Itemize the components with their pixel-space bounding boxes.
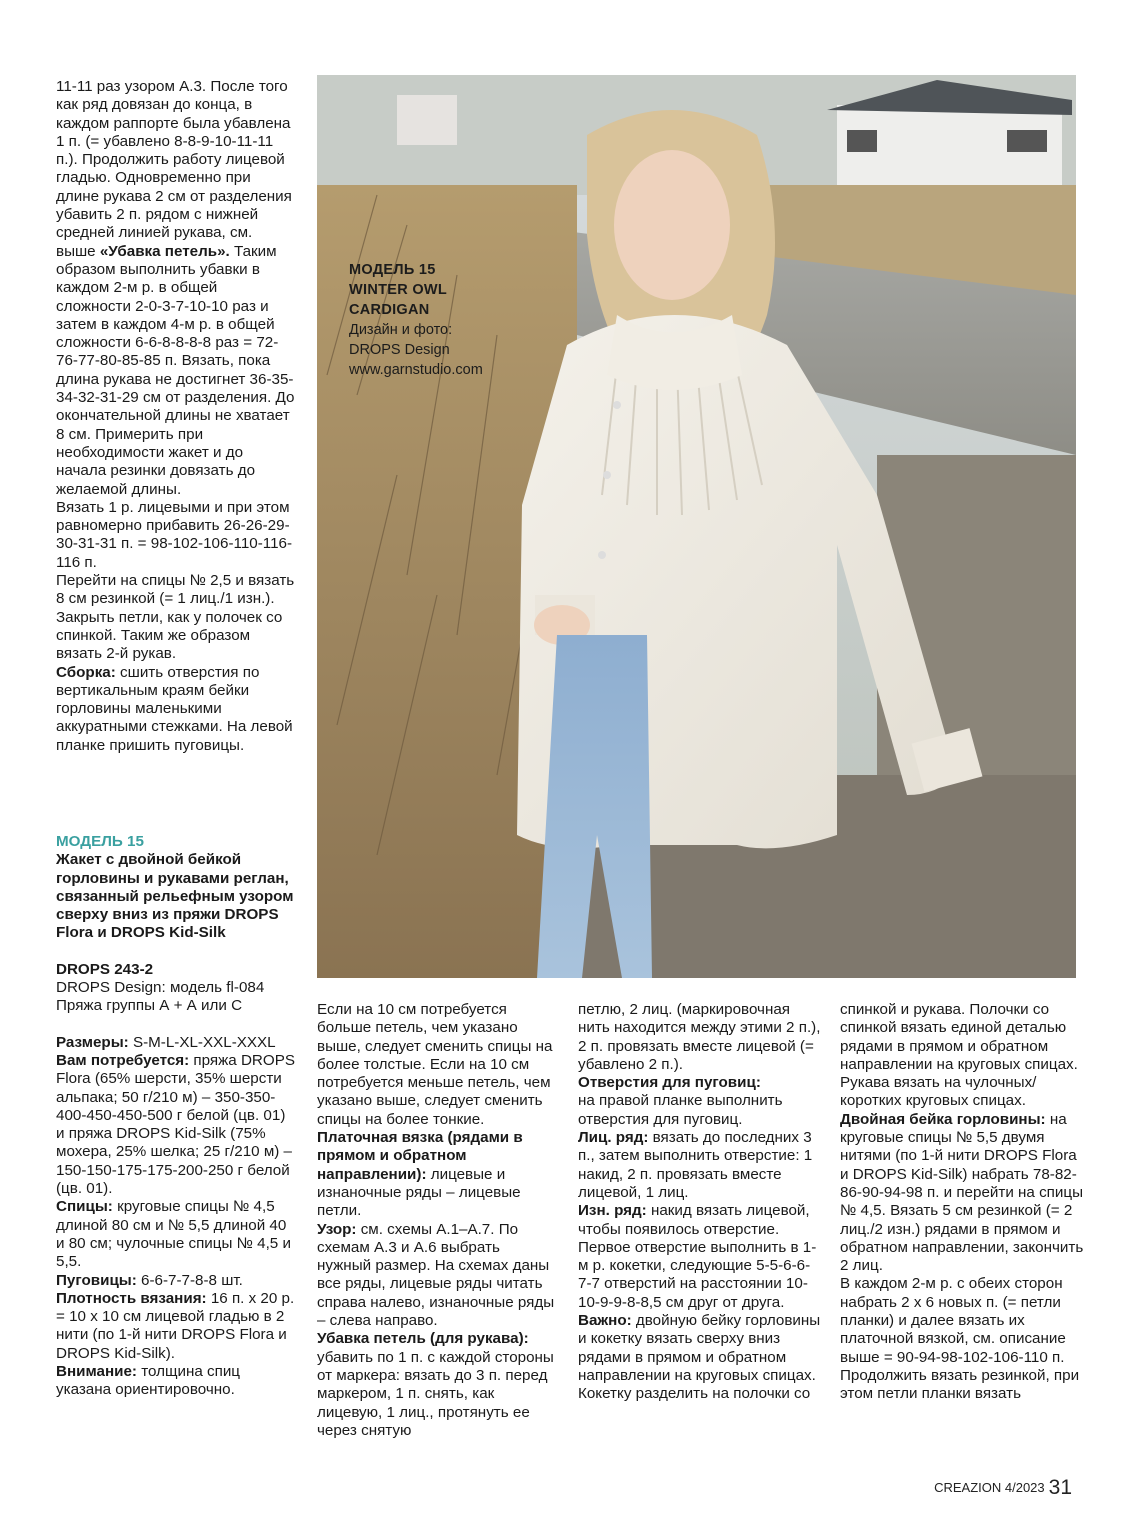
page-footer <box>934 1476 1072 1500</box>
left-column-text <box>56 78 296 755</box>
paragraph <box>578 1092 823 1129</box>
paragraph-text: 16 п. х 20 р. = 10 х 10 см лицевой гладью в 2 нити (по 1-й нити DROPS Flora и DROPS Kid-Silk). <box>56 1289 295 1362</box>
paragraph <box>56 1052 296 1198</box>
paragraph <box>840 1111 1085 1276</box>
paragraph-label: Размеры: <box>56 1033 133 1051</box>
paragraph <box>578 1202 823 1239</box>
photo-caption: МОДЕЛЬ 15 WINTER OWL CARDIGAN Дизайн и фото: DROPS Design www.garnstudio.com <box>349 262 483 378</box>
paragraph <box>56 1363 296 1400</box>
spec-list <box>56 1034 296 1400</box>
paragraph-text: спинкой и рукава. Полочки со спинкой вязать единой деталью рядами в прямом и обратном направлении на круговых спицах. Рукава вязать на чулочных/коротких круговых спицах. <box>840 1001 1078 1110</box>
model-photo <box>317 75 1076 978</box>
emphasis: «Убавка петель». <box>99 242 230 260</box>
paragraph-label: Платочная вязка (рядами в прямом и обратном направлении): <box>317 1129 523 1183</box>
paragraph-label: Лиц. ряд: <box>578 1129 653 1147</box>
paragraph <box>578 1312 823 1403</box>
model-label: МОДЕЛЬ 15 <box>56 833 144 850</box>
paragraph-text: петлю, 2 лиц. (маркировочная нить находится между этими 2 п.), 2 п. провязать вместе лицевой (= убавлено 2 п.). <box>578 1001 821 1073</box>
paragraph-text: двойную бейку горловины и кокетку вязать сверху вниз рядами в прямом и обратном направлении на круговых спицах. Кокетку разделить на полочки со <box>578 1312 821 1403</box>
paragraph <box>317 1221 557 1331</box>
paragraph-text: лицевые и изнаночные ряды – лицевые петли. <box>317 1165 521 1220</box>
pattern-code: DROPS 243-2 <box>56 960 154 978</box>
paragraph <box>840 1367 1085 1404</box>
paragraph-label: Изн. ряд: <box>578 1202 651 1220</box>
paragraph <box>578 1001 823 1074</box>
paragraph-text: Первое отверстие выполнить в 1-м р. кокетки, следующие 5-5-6-6-7-7 отверстий на расстоянии 10-10-9-9-8-8,5 см друг от друга. <box>578 1238 817 1311</box>
magazine-issue: CREAZION 4/2023 <box>934 1480 1045 1495</box>
paragraph-label: Пуговицы: <box>56 1271 142 1289</box>
paragraph-label: Спицы: <box>56 1198 118 1216</box>
paragraph: Перейти на спицы № 2,5 и вязать 8 см резинкой (= 1 лиц./1 изн.). Закрыть петли, как у полочек со спинкой. Таким же образом вязать 2-й рукав. <box>56 572 295 663</box>
paragraph <box>578 1074 823 1092</box>
paragraph-text: круговые спицы № 4,5 длиной 80 см и № 5,5 длиной 40 и 80 см; чулочные спицы № 4,5 и 5,5. <box>56 1198 291 1271</box>
paragraph-label: Важно: <box>578 1312 636 1330</box>
paragraph <box>56 1198 296 1271</box>
paragraph-text: толщина спиц указана ориентировочно. <box>56 1363 240 1399</box>
paragraph-text: см. схемы А.1–А.7. По схемам А.3 и А.6 выбрать нужный размер. На схемах даны все ряды, лицевые ряды читать справа налево, изнаночные ряды – слева направо. <box>317 1220 555 1330</box>
paragraph <box>317 1129 557 1220</box>
paragraph-text: убавить по 1 п. с каждой стороны от маркера: вязать до 3 п. перед маркером, 1 п. снять, как лицевую, 1 лиц., протянуть ее через снятую <box>317 1348 554 1439</box>
paragraph: Вязать 1 р. лицевыми и при этом равномерно прибавить 26-26-29-30-31-31 п. = 98-102-106-110-116-116 п. <box>56 498 293 571</box>
paragraph-text: пряжа DROPS Flora (65% шерсти, 35% шерсти альпака; 50 г/210 м) – 350-350-400-450-450-500 г белой (цв. 01) и пряжа DROPS Kid-Silk (75% мохера, 25% шелка; 25 г/210 м) – 150-150-175-175-200-250 г белой (цв. 01). <box>56 1051 295 1198</box>
paragraph-label: Узор: <box>317 1220 361 1238</box>
design-line: DROPS Design: модель fl-084 <box>56 979 265 997</box>
paragraph <box>840 1001 1085 1111</box>
paragraph-label: Двойная бейка горловины: <box>840 1110 1050 1128</box>
paragraph <box>317 1001 557 1129</box>
paragraph-text: В каждом 2-м р. с обеих сторон набрать 2 х 6 новых п. (= петли планки) и далее вязать их платочной вязкой, см. описание выше = 90-94-98-102-106-110 п. <box>840 1275 1066 1366</box>
paragraph-label: Убавка петель (для рукава): <box>317 1330 529 1348</box>
paragraph: 11-11 раз узором А.3. После того как ряд довязан до конца, в каждом раппорте была убавлена 1 п. (= убавлено 8-8-9-10-11-11 п.). Продолжить работу лицевой гладью. Одновременно при длине рукава 2 см от разделения убавить 2 п. рядом с нижней средней линией рукава, см. выше «Убавка петель». Таким образом выполнить убавки в каждом 2-м р. в общей сложности 2-0-3-7-10-10 раз и затем в каждом 4-м р. в общей сложности 6-6-8-8-8-8 раз = 72-76-77-80-85-85 п. Вязать, пока длина рукава не достигнет 36-35-34-32-31-29 см от разделения. До окончательной длины не хватает 8 см. Примерить при необходимости жакет и до начала резинки довязать до желаемой длины. <box>56 78 295 498</box>
paragraph-text: Продолжить вязать резинкой, при этом петли планки вязать <box>840 1366 1080 1403</box>
paragraph <box>56 1034 296 1052</box>
paragraph-label: Вам потребуется: <box>56 1051 194 1069</box>
paragraph <box>56 1290 296 1363</box>
text-column-4 <box>840 1001 1085 1404</box>
yarn-group: Пряжа группы А + А или С <box>56 997 243 1015</box>
paragraph-text: на правой планке выполнить отверстия для пуговиц. <box>578 1092 783 1128</box>
paragraph-text: S-M-L-XL-XXL-XXXL <box>132 1033 276 1051</box>
model-spec-column <box>56 833 296 1400</box>
paragraph-text: вязать до последних 3 п., затем выполнить отверстие: 1 накид, 2 п. провязать вместе лицевой, 1 лиц. <box>578 1129 813 1201</box>
paragraph <box>56 1272 296 1290</box>
paragraph-text: на круговые спицы № 5,5 двумя нитями (по 1-й нити DROPS Flora и DROPS Kid-Silk) набрать 78-82-86-90-94-98 п. и перейти на спицы № 4,5. Вязать 5 см резинкой (= 2 лиц./2 изн.) рядами в прямом и обратном направлении, закончить 2 лиц. <box>840 1110 1084 1275</box>
paragraph <box>578 1239 823 1312</box>
paragraph-label: Внимание: <box>56 1363 142 1381</box>
paragraph <box>317 1330 557 1440</box>
model-title: Жакет с двойной бейкой горловины и рукавами реглан, связанный рельефным узором сверху вниз из пряжи DROPS Flora и DROPS Kid-Silk <box>56 851 294 942</box>
page-number: 31 <box>1048 1476 1072 1499</box>
paragraph <box>578 1129 823 1202</box>
paragraph <box>840 1275 1085 1366</box>
paragraph-label: Плотность вязания: <box>56 1289 211 1307</box>
paragraph: Сборка: сшить отверстия по вертикальным краям бейки горловины маленькими аккуратными стежками. На левой планке пришить пуговицы. <box>56 663 293 754</box>
text-column-3 <box>578 1001 823 1404</box>
text-column-2 <box>317 1001 557 1440</box>
paragraph-text: Если на 10 см потребуется больше петель, чем указано выше, следует сменить спицы на более толстые. Если на 10 см потребуется меньше петель, чем указано выше, следует сменить спицы на более тонкие. <box>317 1001 553 1128</box>
paragraph-text: 6-6-7-7-8-8 шт. <box>141 1271 243 1289</box>
paragraph-label: Отверстия для пуговиц: <box>578 1074 761 1092</box>
paragraph-text: накид вязать лицевой, чтобы появилось отверстие. <box>578 1202 810 1238</box>
